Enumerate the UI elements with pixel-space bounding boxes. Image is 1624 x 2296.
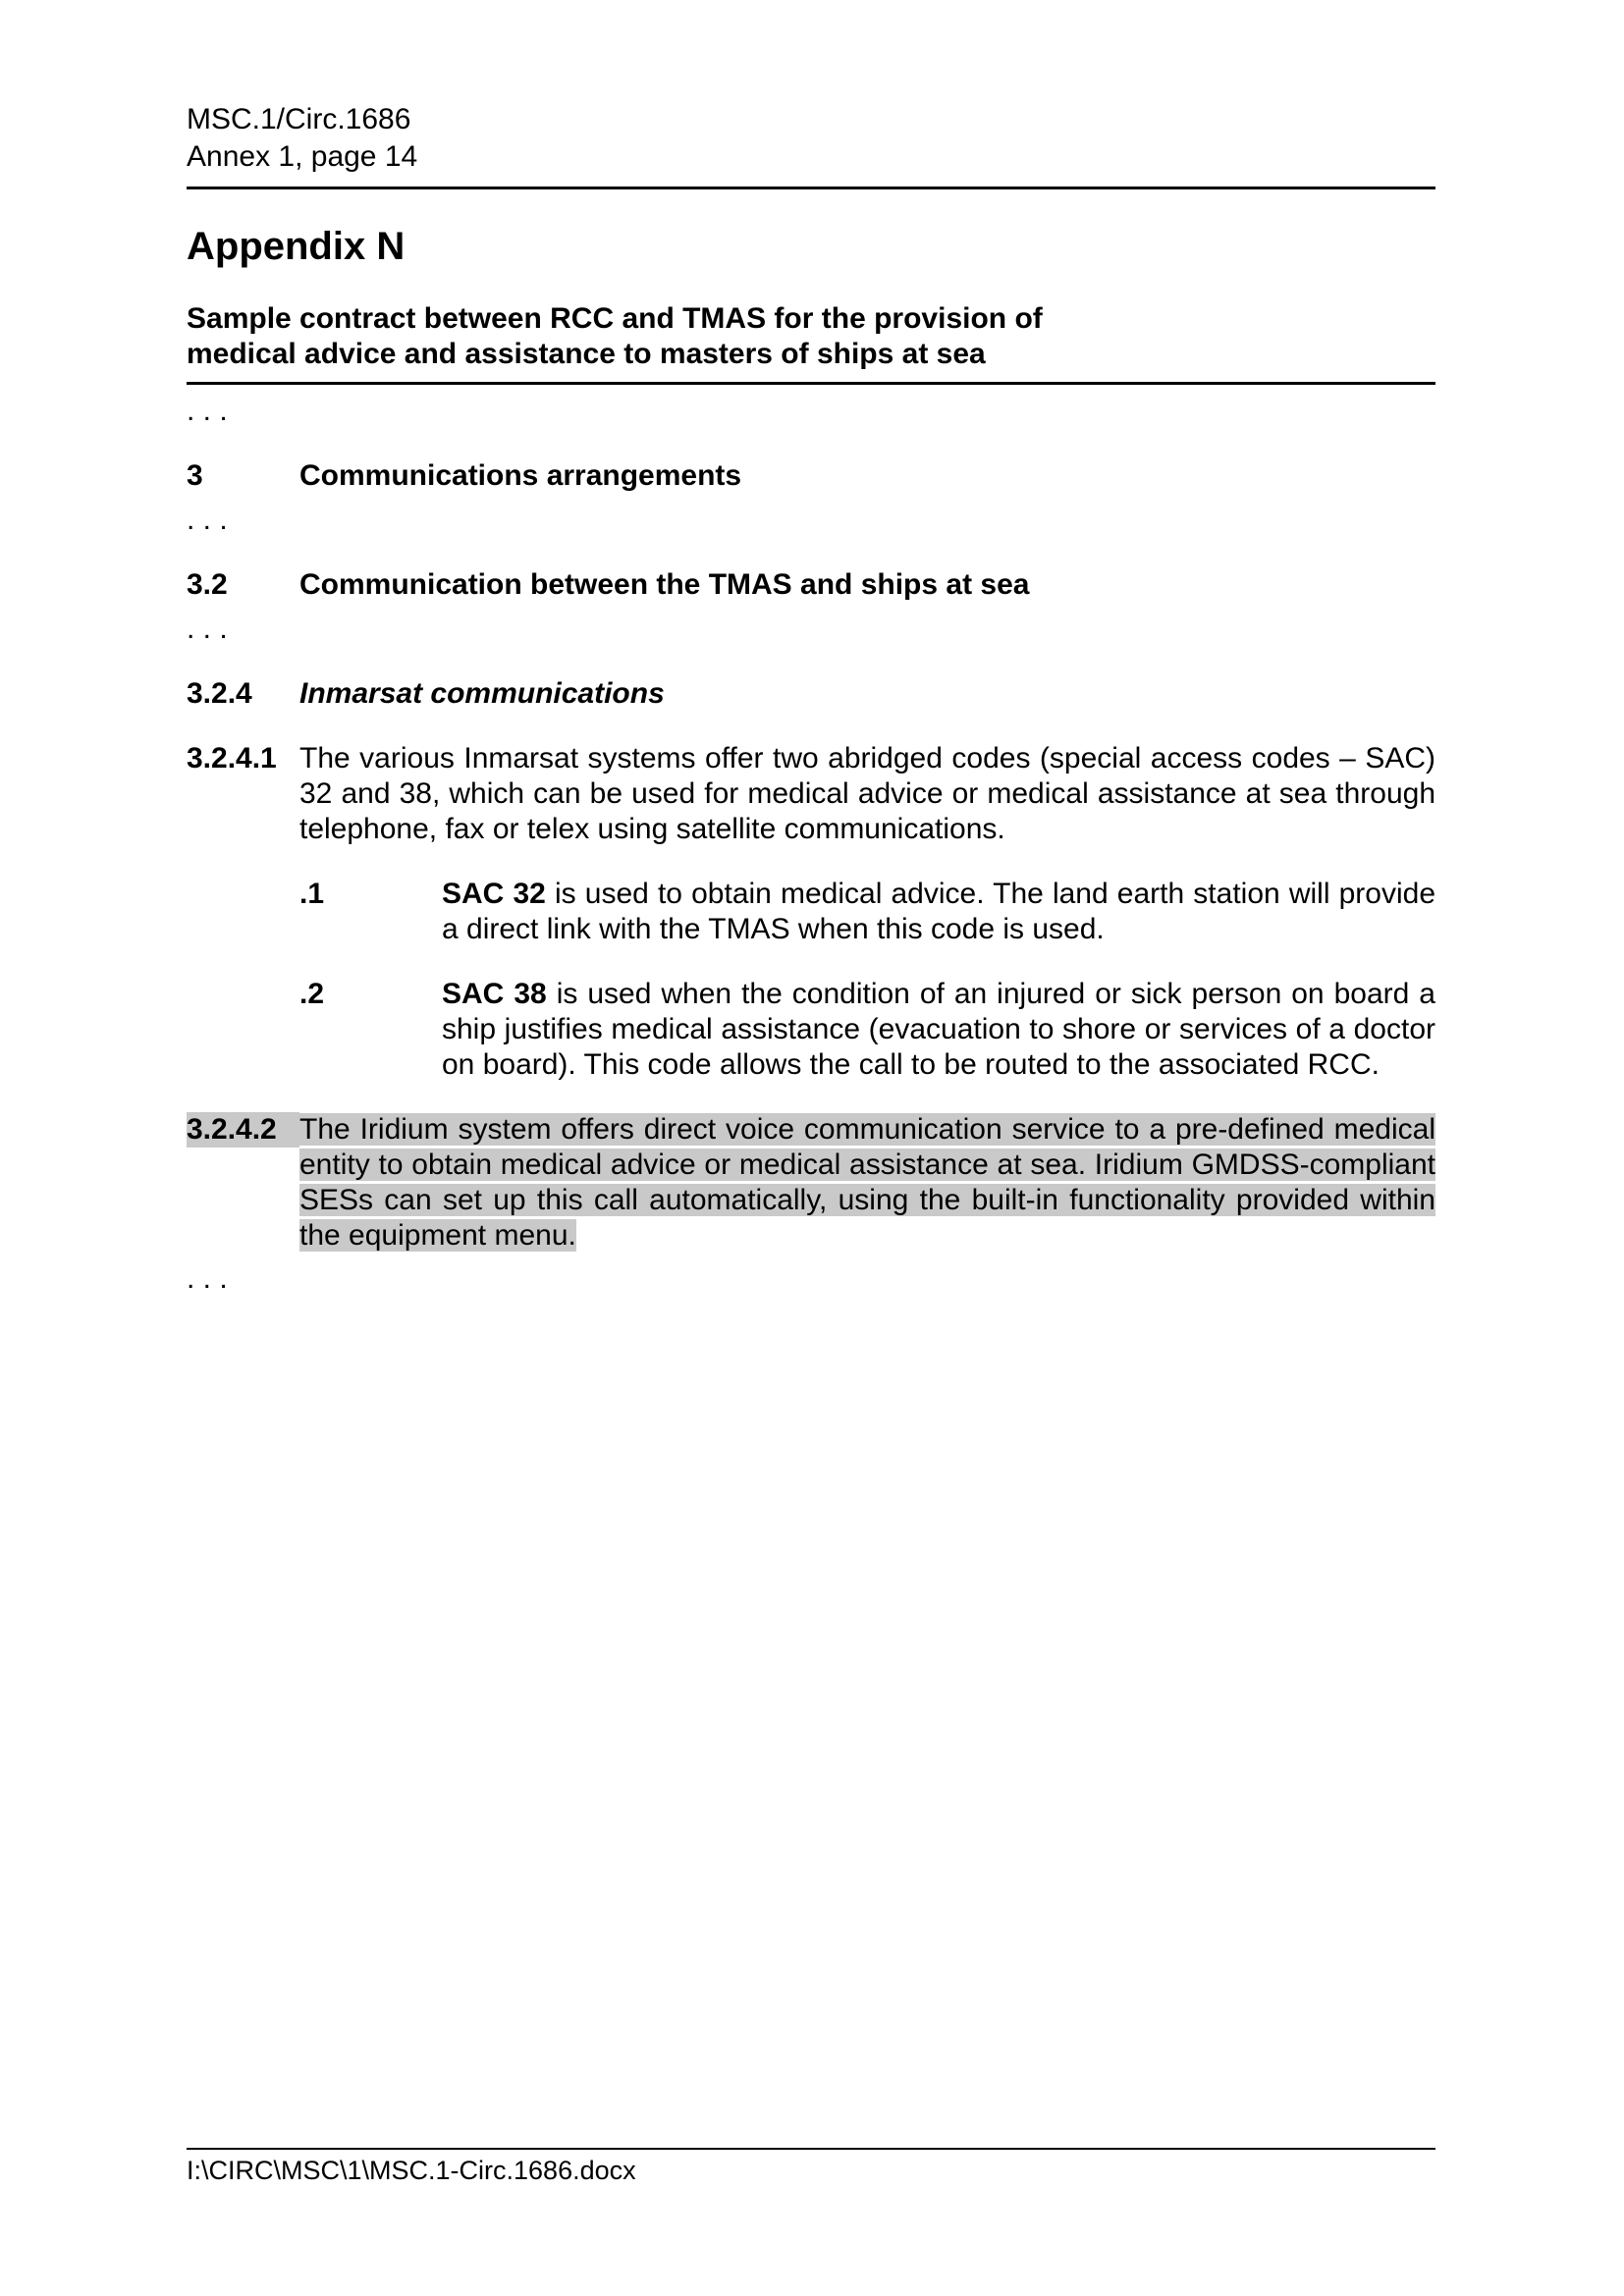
paragraph-3-2-4-2-highlighted [187, 1112, 1435, 1254]
subtitle [187, 301, 1435, 385]
section-number: 3 [187, 459, 203, 492]
section-title: Communication between the TMAS and ships at sea [299, 568, 1030, 601]
paragraph-3-2-4-1 [187, 741, 1435, 847]
annex-page-number: Annex 1, page 14 [187, 140, 418, 173]
subitem-number: .1 [299, 878, 325, 910]
page-title: Appendix N [187, 225, 406, 268]
header-rule [187, 187, 1435, 189]
subitem-body: is used when the condition of an injured or sick person on board a ship justifies medical assistance (evacuation to shore or services of a doctor on board). This code allows the call to be routed to the associated RCC. [442, 978, 1435, 1081]
subitem-1 [299, 877, 1435, 947]
doc-reference: MSC.1/Circ.1686 [187, 103, 411, 135]
paragraph-text: The various Inmarsat systems offer two abridged codes (special access codes – SAC) 32 and 38, which can be used for medical advice or medical assistance at sea through telephone, fax or telex using satellite communications. [299, 742, 1435, 845]
page-footer [187, 2148, 1435, 2186]
section-title: Inmarsat communications [299, 677, 665, 710]
paragraph-number: 3.2.4.1 [187, 742, 277, 774]
section-heading-3-2-4 [187, 676, 1435, 712]
subtitle-line-1: Sample contract between RCC and TMAS for the provision of [187, 302, 1043, 335]
page-content [187, 101, 1435, 1297]
section-heading-3-2 [187, 567, 1435, 603]
subitem-lead: SAC 32 [442, 878, 546, 910]
ellipsis: . . . [187, 504, 228, 536]
footer-file-path: I:\CIRC\MSC\1\MSC.1-Circ.1686.docx [187, 2156, 636, 2185]
subtitle-line-2: medical advice and assistance to masters of ships at sea [187, 338, 986, 370]
ellipsis: . . . [187, 613, 228, 645]
ellipsis: . . . [187, 1262, 228, 1295]
subitem-text [442, 877, 1435, 947]
section-number: 3.2 [187, 568, 228, 601]
ellipsis: . . . [187, 395, 228, 427]
section-title: Communications arrangements [299, 459, 742, 492]
paragraph-text [299, 1112, 1435, 1254]
section-number: 3.2.4 [187, 677, 252, 710]
paragraph-number: 3.2.4.2 [187, 1112, 299, 1148]
footer-rule [187, 2148, 1435, 2150]
section-heading-3 [187, 458, 1435, 494]
subitem-number: .2 [299, 978, 325, 1010]
subitem-body: is used to obtain medical advice. The land earth station will provide a direct link with the TMAS when this code is used. [442, 878, 1436, 945]
highlighted-text: The Iridium system offers direct voice communication service to a pre-defined medical entity to obtain medical advice or medical assistance at sea. Iridium GMDSS-compliant SESs can set up this call automatically, using the built-in functionality provided within the equipment menu. [299, 1113, 1435, 1252]
subitem-lead: SAC 38 [442, 978, 547, 1010]
subitem-text [442, 977, 1435, 1083]
subitem-2 [299, 977, 1435, 1083]
